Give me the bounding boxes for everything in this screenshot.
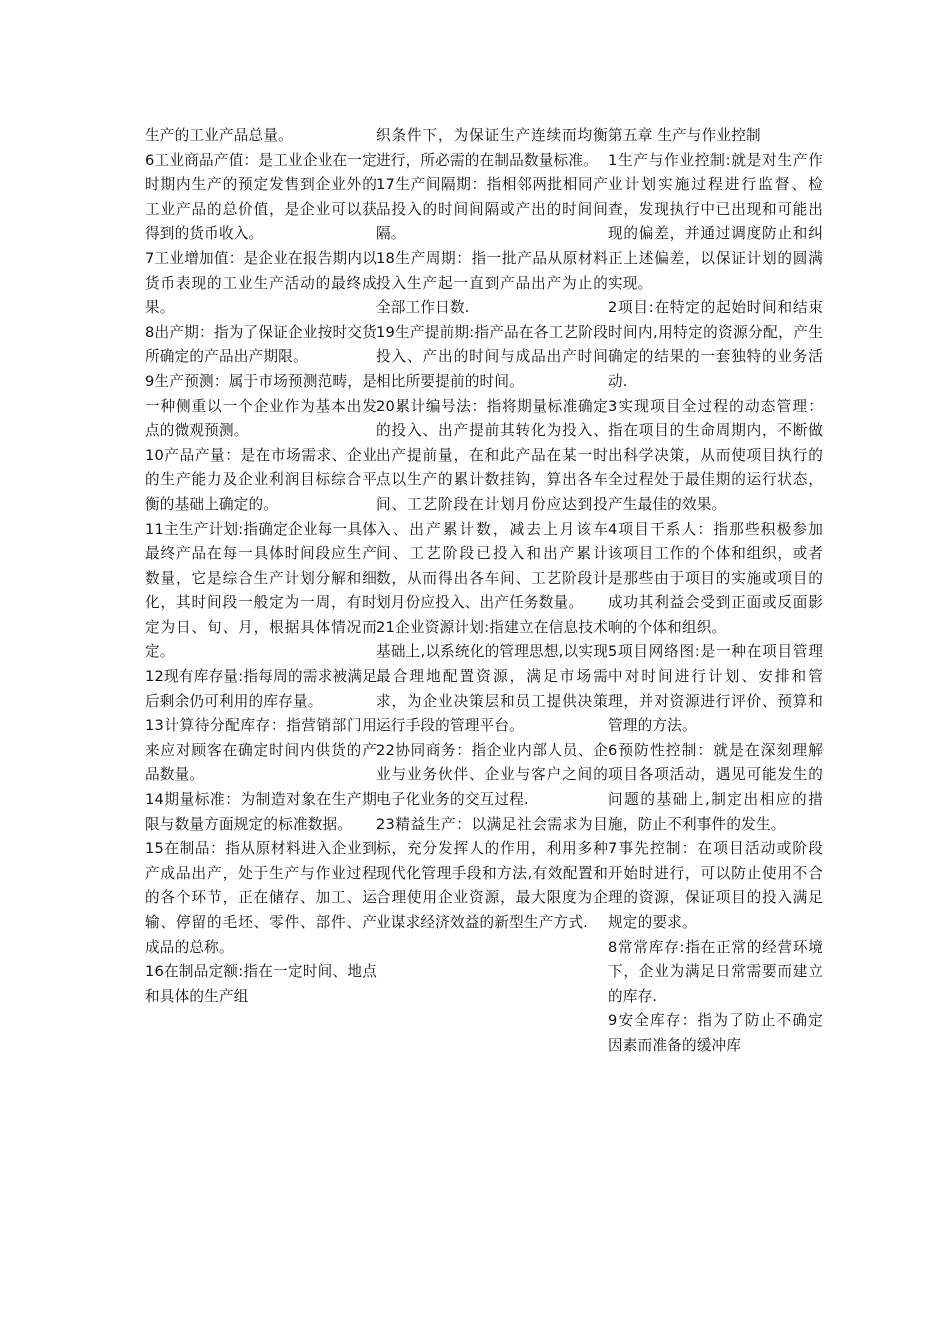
paragraph: 22协同商务：指企业内部人员、企业与业务伙伴、企业与客户之间的电子化业务的交互过程.	[376, 741, 608, 809]
paragraph: 19生产提前期:指产品在各工艺阶段投入、产出的时间与成品出产时间相比所要提前的时间。	[376, 323, 608, 390]
paragraph: 12现有库存量:指每周的需求被满足后剩余仍可利用的库存量。	[145, 668, 377, 710]
paragraph: 2项目:在特定的起始时间和结束时间内,用特定的资源分配，产生确定的结果的一套独特的业务活动.	[608, 299, 823, 390]
paragraph: 织条件下，为保证生产连续而均衡进行，所必需的在制品数量标准。	[376, 127, 608, 169]
paragraph: 3实现项目全过程的动态管理：指在项目的生命周期内，不断做出科学决策，从而使项目执行的全过程处于最佳期的运行状态，产生最佳的效果。	[608, 397, 823, 513]
paragraph: 21企业资源计划:指建立在信息技术基础上,以系统化的管理思想,以实现最合理地配置资源，满足市场需求，为企业决策层和员工提供决策运行手段的管理平台。	[376, 618, 608, 735]
paragraph: 16在制品定额:指在一定时间、地点和具体的生产组	[145, 963, 377, 1005]
paragraph: 11主生产计划:指确定企业每一具体最终产品在每一具体时间段应生产数量，它是综合生产计划分解和细化，其时间段一般定为一周，有时定为日、旬、月，根据具体情况而定。	[145, 520, 377, 661]
text-column-left	[145, 124, 377, 1009]
paragraph: 8出产期：指为了保证企业按时交货所确定的产品出产期限。	[145, 323, 377, 366]
paragraph: 生产的工业产品总量。	[145, 127, 293, 144]
paragraph: 8常常库存:指在正常的经营环境下，企业为满足日常需要而建立的库存.	[608, 938, 823, 1005]
paragraph: 4项目干系人：指那些积极参加该项目工作的个体和组织，或者是那些由于项目的实施或项目的成功其利益会受到正面或反面影响的个体和组织。	[608, 520, 823, 636]
chapter-heading: 第五章 生产与作业控制	[608, 127, 761, 144]
paragraph: 17生产间隔期：指相邻两批相同产品投入的时间间隔或产出的时间间隔。	[376, 176, 608, 243]
paragraph: 14期量标准：为制造对象在生产期限与数量方面规定的标准数据。	[145, 791, 377, 833]
paragraph: 6预防性控制：就是在深刻理解项目各项活动，遇见可能发生的问题的基础上,制定出相应的措施，防止不利事件的发生。	[608, 741, 823, 833]
text-column-middle	[376, 124, 608, 936]
paragraph: 9安全库存：指为了防止不确定因素而准备的缓冲库	[608, 1012, 823, 1054]
paragraph: 20累计编号法：指将期量标准确定的投入、出产提前其转化为投入、出产提前量，在和此产品在某一时点以生产的累计数挂钩，算出各车间、工艺阶段在计划月份应达到投入、出产累计数，减去上月该车间、工艺阶段已投入和出产累计数，从而得出各车间、工艺阶段计划月份应投入、出产任务数量。	[376, 397, 608, 612]
paragraph: 15在制品：指从原材料进入企业到产成品出产，处于生产与作业过程的各个环节，正在储存、加工、运输、停留的毛坯、零件、部件、产成品的总称。	[145, 840, 377, 956]
paragraph: 7工业增加值：是企业在报告期内以货币表现的工业生产活动的最终成果。	[145, 249, 377, 317]
paragraph: 5项目网络图:是一种在项目管理中对时间进行计划、安排和管理，并对资源进行评价、预算和管理的方法。	[608, 643, 823, 735]
paragraph: 7事先控制：在项目活动或阶段开始时进行，可以防止使用不合理的资源，保证项目的投入满足规定的要求。	[608, 840, 823, 931]
paragraph: 6工业商品产值：是工业企业在一定时期内生产的预定发售到企业外的工业产品的总价值，是企业可以获得到的货币收入。	[145, 151, 377, 243]
paragraph: 18生产周期：指一批产品从原材料投入生产起一直到产品出产为止的全部工作日数.	[376, 249, 608, 317]
paragraph: 1生产与作业控制:就是对生产作业计划实施过程进行监督、检查，发现执行中已出现和可能出现的偏差，并通过调度防止和纠正上述偏差，以保证计划的圆满实现。	[608, 151, 823, 292]
paragraph: 13计算待分配库存：指营销部门用来应对顾客在确定时间内供货的产品数量。	[145, 717, 377, 784]
paragraph: 23精益生产：以满足社会需求为目标，充分发挥人的作用，利用多种现代化管理手段和方法,有效配置和合理使用企业资源，最大限度为企业谋求经济效益的新型生产方式.	[376, 815, 608, 931]
paragraph: 10产品产量：是在市场需求、企业的生产能力及企业利润目标综合平衡的基础上确定的。	[145, 446, 377, 513]
paragraph: 9生产预测：属于市场预测范畴，是一种侧重以一个企业作为基本出发点的微观预测。	[145, 372, 377, 440]
text-column-right	[608, 124, 823, 1059]
